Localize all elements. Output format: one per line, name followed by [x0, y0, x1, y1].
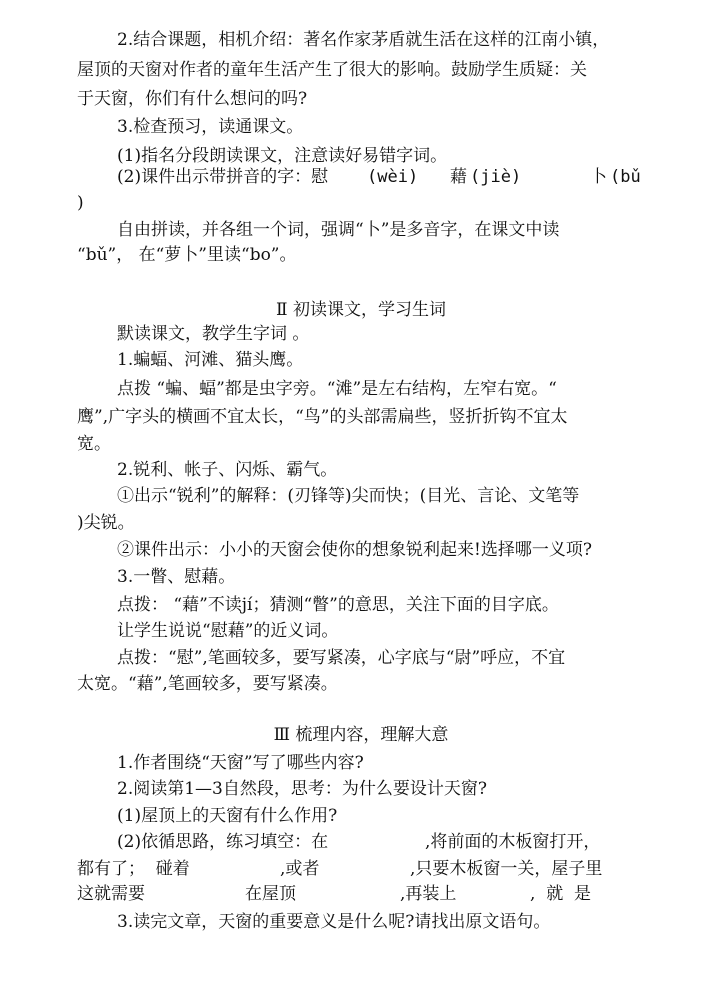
- section-heading: Ⅱ 初读课文，学习生词: [276, 300, 446, 320]
- para-line: (1)屋顶上的天窗有什么作用?: [117, 806, 338, 826]
- para-line: 1.作者围绕“天窗”写了哪些内容?: [117, 753, 364, 773]
- fill-blank-text: , 就 是: [530, 884, 592, 904]
- fill-blank-text: ,或者: [280, 859, 320, 879]
- para-line: 1.蝙蝠、河滩、猫头鹰。: [117, 350, 304, 370]
- para-line: “bǔ”， 在“萝卜”里读“bo”。: [77, 245, 297, 265]
- fill-blank-text: ,再装上: [400, 884, 457, 904]
- para-line: 2.结合课题，相机介绍：著名作家茅盾就生活在这样的江南小镇，: [117, 30, 610, 50]
- para-line: 鹰”,广字头的横画不宜太长，“鸟”的头部需扁些，竖折折钩不宜太: [77, 407, 568, 427]
- fill-blank-text: (2)依循思路，练习填空：在: [117, 832, 329, 852]
- para-line: 太宽。“藉”,笔画较多，要写紧凑。: [77, 674, 338, 694]
- para-line: (1)指名分段朗读课文，注意读好易错字词。: [117, 146, 448, 166]
- para-line: )尖锐。: [77, 513, 135, 533]
- para-line: 3.检查预习，读通课文。: [117, 117, 304, 137]
- pinyin-jie: (jiè): [470, 167, 522, 187]
- section-heading: Ⅲ 梳理内容，理解大意: [273, 725, 449, 745]
- para-line: 3.读完文章，天窗的重要意义是什么呢?请找出原文语句。: [117, 912, 551, 932]
- para-line: ①出示“锐利”的解释：(刃锋等)尖而快；(目光、言论、文笔等: [117, 486, 580, 506]
- char-jie: 藉: [450, 167, 467, 187]
- para-line: ): [77, 193, 84, 213]
- fill-blank-text: 在屋顶: [245, 884, 296, 904]
- para-line: 点拨 “蝙、蝠”都是虫字旁。“滩”是左右结构，左窄右宽。“: [117, 379, 557, 399]
- para-line: 于天窗，你们有什么想问的吗?: [77, 89, 308, 109]
- para-line: 3.一瞥、慰藉。: [117, 567, 236, 587]
- para-line: 2.阅读第1—3自然段，思考：为什么要设计天窗?: [117, 779, 487, 799]
- char-bu: 卜: [590, 167, 607, 187]
- para-line: 2.锐利、帐子、闪烁、霸气。: [117, 460, 338, 480]
- para-line: (2)课件出示带拼音的字：慰: [117, 167, 329, 187]
- para-line: ②课件出示：小小的天窗会使你的想象锐利起来!选择哪一义项?: [117, 540, 592, 560]
- para-line: 点拨： “藉”不读jí；猜测“瞥”的意思，关注下面的目字底。: [117, 595, 559, 615]
- fill-blank-text: 都有了； 碰着: [77, 859, 190, 879]
- para-line: 自由拼读，并各组一个词，强调“卜”是多音字，在课文中读: [117, 220, 560, 240]
- para-line: 宽。: [77, 434, 111, 454]
- fill-blank-text: ,将前面的木板窗打开，: [425, 832, 601, 852]
- fill-blank-text: 这就需要: [77, 884, 145, 904]
- fill-blank-text: ,只要木板窗一关，屋子里: [410, 859, 603, 879]
- pinyin-bu: (bǔ: [610, 167, 641, 187]
- para-line: 点拨：“慰”,笔画较多，要写紧凑，心字底与“尉”呼应，不宜: [117, 648, 566, 668]
- pinyin-wei: (wèi): [367, 167, 419, 187]
- para-line: 屋顶的天窗对作者的童年生活产生了很大的影响。鼓励学生质疑：关: [77, 60, 587, 80]
- para-line: 让学生说说“慰藉”的近义词。: [117, 621, 339, 641]
- para-line: 默读课文，教学生字词 。: [117, 324, 310, 344]
